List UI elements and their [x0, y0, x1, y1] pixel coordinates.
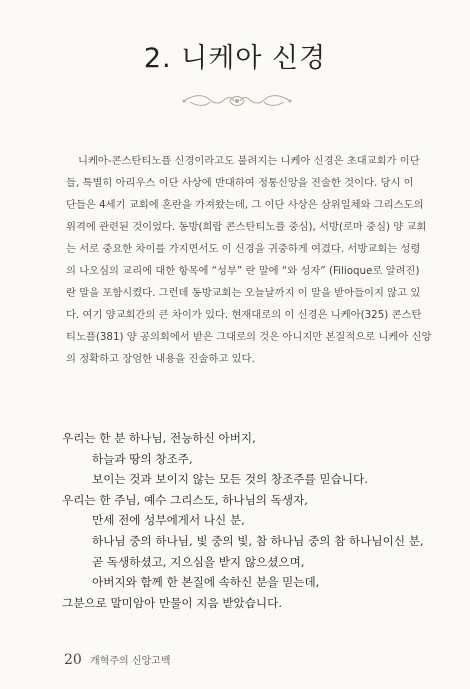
intro-line: 들, 특별히 아리우스 이단 사상에 반대하여 정통신앙을 진술한 것이다. 당시 이 [66, 177, 414, 189]
intro-line: 는 서로 중요한 차이를 가지면서도 이 신경을 귀중하게 여겼다. 서방교회는 성령 [66, 243, 421, 255]
intro-line: 티노플(381) 양 공의회에서 받은 그대로의 것은 아니지만 본질적으로 니케아 신앙 [66, 331, 432, 343]
creed-line: 아버지와 함께 한 본질에 속하신 분을 믿는데, [92, 575, 320, 590]
intro-line: 란 말을 포함시켰다. 그런데 동방교회는 오늘날까지 이 말을 받아들이지 않고 있 [66, 287, 421, 299]
intro-paragraph [66, 150, 432, 370]
creed-line: 우리는 한 주님, 예수 그리스도, 하나님의 독생자, [62, 492, 308, 507]
creed-line: 그분으로 말미암아 만물이 지음 받았습니다. [62, 595, 283, 610]
creed-line: 보이는 것과 보이지 않는 모든 것의 창조주를 믿습니다. [92, 472, 368, 487]
intro-line: 니케아-콘스탄티노플 신경이라고도 불려지는 니케아 신경은 초대교회가 이단 [78, 155, 420, 167]
page-number: 20 [64, 652, 82, 668]
intro-line: 단들은 4세기 교회에 혼란을 가져왔는데, 그 이단 사상은 삼위일체와 그리스도의 [66, 199, 424, 211]
section-title: 2. 니케아 신경 [143, 43, 327, 74]
ornament-divider-icon [180, 92, 294, 110]
intro-line: 의 정확하고 장엄한 내용을 진술하고 있다. [66, 353, 255, 365]
page-footer [64, 652, 170, 668]
creed-text [62, 428, 442, 613]
creed-line: 하늘과 땅의 창조주, [92, 451, 193, 466]
creed-line: 만세 전에 성부에게서 나신 분, [92, 513, 245, 528]
creed-line: 우리는 한 분 하나님, 전능하신 아버지, [62, 431, 256, 445]
creed-line: 하나님 중의 하나님, 빛 중의 빛, 참 하나님 중의 참 하나님이신 분, [92, 533, 424, 548]
intro-line: 위격에 관련된 것이었다. 동방(희랍 콘스탄티노플 중심), 서방(로마 중심) 양 교회 [66, 221, 427, 233]
creed-line: 곧 독생하셨고, 지으심을 받지 않으셨으며, [92, 554, 305, 569]
intro-line: 다. 여기 양교회간의 큰 차이가 있다. 현재대로의 이 신경은 니케아(325) 콘스탄 [66, 309, 422, 321]
intro-line: 의 나오심의 교리에 대한 항목에 “성부” 란 말에 “와 성자” (Filioque로 알려진) [66, 265, 420, 277]
running-book-title: 개혁주의 신앙고백 [90, 656, 171, 667]
